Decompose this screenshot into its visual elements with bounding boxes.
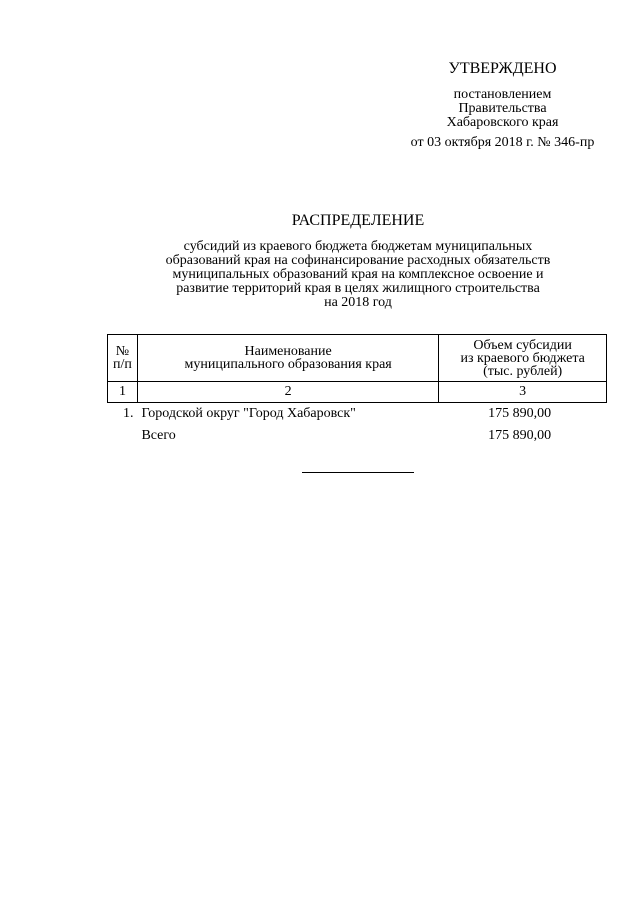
row-number: 1. — [122, 406, 134, 421]
column-number: 3 — [439, 382, 607, 403]
title-line: образований края на софинансирование расходных обязательств — [165, 253, 551, 268]
row-number — [108, 425, 138, 447]
row-name: Всего — [141, 428, 176, 443]
closing-rule — [302, 472, 414, 473]
title-line: субсидий из краевого бюджета бюджетам муниципальных — [183, 239, 533, 254]
row-value: 175 890,00 — [488, 428, 552, 443]
approval-date: от 03 октября 2018 г. № 346-пр — [410, 135, 595, 150]
table-row-total — [108, 425, 607, 447]
title-line: на 2018 год — [324, 295, 392, 310]
document-title — [130, 212, 586, 310]
header-cell-amount: Объем субсидии из краевого бюджета (тыс. рублей) — [439, 335, 607, 382]
header-cell-number: № п/п — [108, 335, 138, 382]
approval-line: Хабаровского края — [446, 115, 559, 130]
title-line: муниципальных образований края на комплексное освоение и — [172, 267, 544, 282]
approval-stamp — [380, 60, 625, 150]
column-number-row — [108, 382, 607, 403]
subsidy-table — [107, 334, 607, 447]
column-number: 1 — [108, 382, 138, 403]
approval-line: Правительства — [458, 101, 547, 116]
header-cell-name: Наименование муниципального образования края — [137, 335, 438, 382]
column-number: 2 — [137, 382, 438, 403]
approval-heading: УТВЕРЖДЕНО — [448, 60, 557, 77]
title-heading: РАСПРЕДЕЛЕНИЕ — [291, 212, 425, 229]
approval-line: постановлением — [453, 87, 552, 102]
title-line: развитие территорий края в целях жилищного строительства — [176, 281, 540, 296]
table-row — [108, 403, 607, 426]
row-name: Городской округ "Город Хабаровск" — [141, 406, 356, 421]
row-value: 175 890,00 — [488, 406, 552, 421]
table-header-row — [108, 335, 607, 382]
